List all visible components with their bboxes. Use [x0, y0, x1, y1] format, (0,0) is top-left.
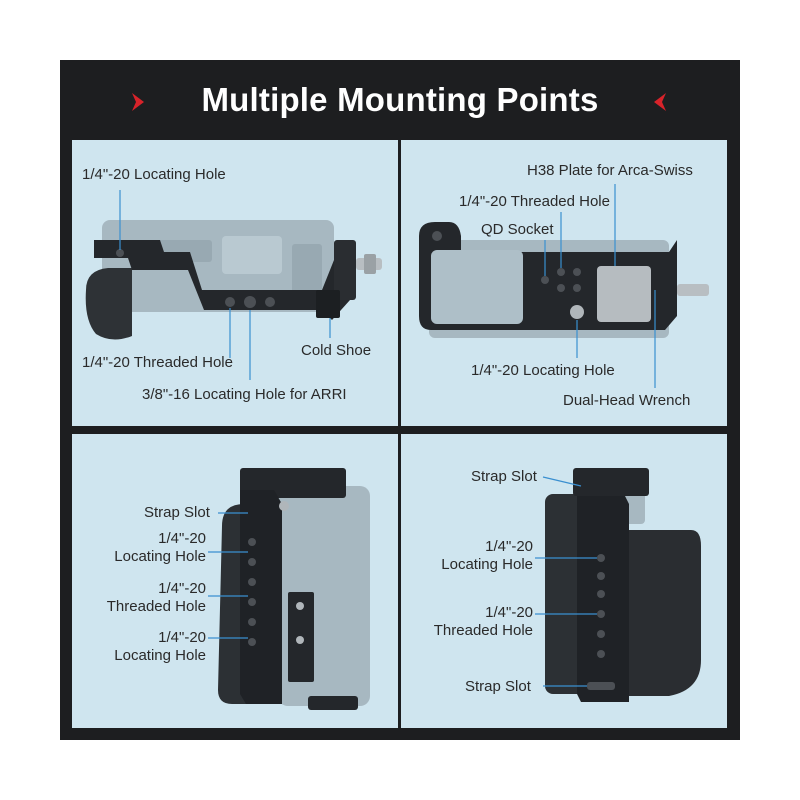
label-cold-shoe: Cold Shoe — [301, 342, 372, 359]
panel-bottom-view — [401, 140, 727, 426]
title-bar — [60, 60, 740, 140]
label-locating-1-line2: Locating Hole — [114, 548, 206, 565]
label-locating-2-line1: 1/4"-20 — [158, 629, 206, 646]
label-locating-2-line2: Locating Hole — [114, 647, 206, 664]
label-locating-hole: 1/4"-20 Locating Hole — [471, 362, 615, 379]
label-threaded-line2: Threaded Hole — [433, 622, 533, 639]
label-locating-line2: Locating Hole — [441, 556, 533, 573]
label-strap-slot-top: Strap Slot — [471, 468, 537, 485]
front-right-illustration — [401, 434, 727, 728]
label-arri-hole: 3/8"-16 Locating Hole for ARRI — [142, 386, 347, 403]
label-qd-socket: QD Socket — [481, 221, 554, 238]
label-locating-1-line1: 1/4"-20 — [158, 530, 206, 547]
bottom-view-illustration — [401, 140, 727, 426]
chevron-left-icon — [652, 92, 668, 112]
label-h38-plate: H38 Plate for Arca-Swiss — [527, 162, 693, 179]
front-left-illustration — [72, 434, 398, 728]
label-threaded-line2: Threaded Hole — [106, 598, 206, 615]
panel-side-view — [72, 140, 398, 426]
label-threaded-line1: 1/4"-20 — [158, 580, 206, 597]
label-threaded-line1: 1/4"-20 — [485, 604, 533, 621]
label-wrench: Dual-Head Wrench — [563, 392, 691, 409]
page-title: Multiple Mounting Points — [201, 81, 599, 118]
label-locating-hole: 1/4"-20 Locating Hole — [82, 166, 226, 183]
chevron-right-icon — [130, 92, 146, 112]
panel-front-right-view — [401, 434, 727, 728]
label-strap-slot: Strap Slot — [144, 504, 210, 521]
label-threaded-hole: 1/4"-20 Threaded Hole — [459, 193, 610, 210]
panel-front-left-view — [72, 434, 398, 728]
label-threaded-hole: 1/4"-20 Threaded Hole — [82, 354, 233, 371]
label-strap-slot-bottom: Strap Slot — [465, 678, 531, 695]
label-locating-line1: 1/4"-20 — [485, 538, 533, 555]
